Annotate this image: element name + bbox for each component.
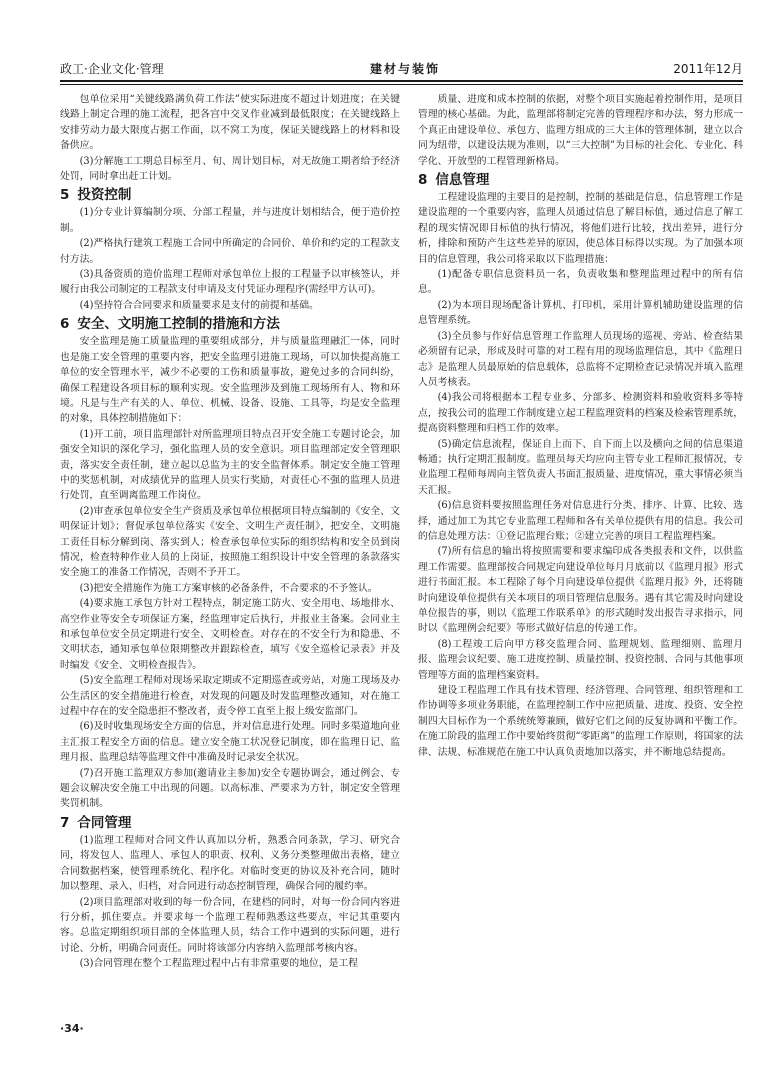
section-heading xyxy=(60,814,400,832)
body-paragraph: (4)要求施工承包方针对工程特点，制定施工防火、安全用电、场地排水、高空作业等安全专项保证方案，经监理审定后执行，并报业主备案。会同业主和承包单位安全员定期进行安全、文明检查。对存在的不安全行为和隐患、不文明状态，通知承包单位限期整改并跟踪检查，填写《安全巡检记录表》并及时编发《安全、文明检查报告》。 xyxy=(60,598,400,671)
body-paragraph: (3)全员参与作好信息管理工作监理人员现场的巡视、旁站、检查结果必须留有记录，形成及时可靠的对工程有用的现场监理信息，其中《监理日志》是监理人员最原始的信息载体，总监将不定期检查记录情况并填入监理人员考核表。 xyxy=(418,330,743,388)
body-paragraph: (3)把安全措施作为施工方案审核的必备条件，不合要求的不予签认。 xyxy=(79,582,378,594)
body-paragraph: (2)项目监理部对收到的每一份合同，在建档的同时，对每一份合同内容进行分析，抓住要点。并要求每一个监理工程师熟悉这些要点，牢记其重要内容。总监定期组织项目部的全体监理人员，结合工作中遇到的实际问题，进行讨论、分析，明确合同责任。同时将该部分内容纳入监理部考核内容。 xyxy=(60,896,400,954)
body-paragraph: (2)为本项目现场配备计算机、打印机，采用计算机辅助建设监理的信息管理系统。 xyxy=(418,299,743,327)
body-paragraph: 质量、进度和成本控制的依据，对整个项目实施起着控制作用，是项目管理的核心基础。为此，监理部将制定完善的管理程序和办法，努力形成一个真正由建设单位、承包方、监理方组成的三大主体的管理体制，建立以合同为纽带，以建设法规为准则，以“三大控制”为目标的社会化、专业化、科学化、开放型的工程管理新格局。 xyxy=(418,94,743,167)
section-title: 投资控制 xyxy=(77,187,132,204)
header-section: 政工·企业文化·管理 xyxy=(60,62,164,76)
section-heading xyxy=(418,171,743,189)
section-title: 信息管理 xyxy=(435,172,490,189)
running-header xyxy=(60,60,743,78)
section-number: 5 xyxy=(60,187,70,204)
body-paragraph: 安全监理是施工质量监理的重要组成部分，并与质量监理融汇一体，同时也是施工安全管理的重要内容，把安全监理引进施工现场，可以加快提高施工单位的安全管理水平，减少不必要的工伤和质量事故，避免过多的合同纠纷，确保工程建设各项目标的顺利实现。安全监理涉及到施工现场所有人、物和环境。凡是与生产有关的人、单位、机械、设备、设施、工具等，均是安全监理的对象，具体控制措施如下： xyxy=(60,336,400,425)
body-paragraph: (7)召开施工监理双方参加(邀请业主参加)安全专题协调会，通过例会、专题会议解决安全施工中出现的问题。以高标准、严要求为方针，制定安全管理奖罚机制。 xyxy=(60,767,400,810)
body-paragraph: (6)信息资料要按照监理任务对信息进行分类、排序、计算、比较、选择，通过加工为其它专业监理工程师和各有关单位提供有用的信息。我公司的信息处理方法：①登记监理台账；②建立完善的项目工程监理档案。 xyxy=(418,500,743,542)
section-number: 6 xyxy=(60,316,70,333)
section-title: 合同管理 xyxy=(77,814,132,831)
header-journal-logo: 建材与装饰 xyxy=(369,62,440,76)
right-column xyxy=(418,92,743,758)
body-paragraph: (6)及时收集现场安全方面的信息，并对信息进行处理。同时多渠道地向业主汇报工程安全方面的信息。建立安全施工状况登记制度，即在监理日记、监理月报、监理总结等监理文件中准确及时记录安全状况。 xyxy=(60,721,400,764)
section-heading xyxy=(60,315,400,333)
section-number: 7 xyxy=(60,814,70,831)
body-paragraph: (2)严格执行建筑工程施工合同中所确定的合同价、单价和约定的工程款支付方法。 xyxy=(60,238,400,265)
body-paragraph: (2)审查承包单位安全生产资质及承包单位根据项目特点编制的《安全、文明保证计划》；督促承包单位落实《安全、文明生产责任制》，把安全、文明施工责任目标分解到岗、落实到人；检查承包单位实际的组织结构和安全员到岗情况，检查特种作业人员的上岗证，按照施工组织设计中安全管理的条款落实安全施工的准备工作情况，否则不予开工。 xyxy=(60,505,400,579)
header-rule-thick xyxy=(60,80,743,82)
left-column xyxy=(60,92,400,987)
body-paragraph: (1)分专业计算编制分项、分部工程量，并与进度计划相结合，便于造价控制。 xyxy=(60,207,400,234)
section-heading xyxy=(60,186,400,204)
section-title: 安全、文明施工控制的措施和方法 xyxy=(77,316,280,333)
body-paragraph: (1)监理工程师对合同文件认真加以分析，熟悉合同条款，学习、研究合同，将发包人、监理人、承包人的职责、权利、义务分类整理做出表格，建立合同数据档案，使管理系统化、程序化。对临时变更的协议及补充合同，随时加以整理、录入、归档，对合同进行动态控制管理，确保合同的履约率。 xyxy=(60,834,400,893)
body-paragraph: (7)所有信息的输出将按照需要和要求编印成各类报表和文件，以供监理工作需要。监理部按合同规定向建设单位每月月底前以《监理月报》形式进行书面汇报。本工程除了每个月向建设单位提供《监理月报》外，还将随时向建设单位提供有关本项目的项目管理信息服务。遇有其它需及时向建设单位报告的事，则以《监理工作联系单》的形式随时发出报告寻求指示，同时以《监理例会纪要》等形式做好信息的传递工作。 xyxy=(418,546,743,635)
header-date: 2011年12月 xyxy=(673,62,743,76)
section-number: 8 xyxy=(418,172,428,189)
body-paragraph: (4)我公司将根据本工程专业多、分部多、检测资料和验收资料多等特点，按我公司的监理工作制度建立起工程监理资料的档案及检索管理系统，提高资料整理和归档工作的效率。 xyxy=(418,392,743,435)
body-paragraph: (5)安全监理工程师对现场采取定期或不定期巡查或旁站，对施工现场及办公生活区的安全措施进行检查，对发现的问题及时发监理整改通知，对在施工过程中存在的安全隐患拒不整改者，责令停工直至上报上级安监部门。 xyxy=(60,675,400,718)
body-paragraph: (1)配备专职信息资料员一名，负责收集和整理监理过程中的所有信息。 xyxy=(418,269,743,296)
body-paragraph: (4)坚持符合合同要求和质量要求是支付的前提和基础。 xyxy=(79,299,319,311)
body-paragraph: (5)确定信息流程，保证自上而下、自下而上以及横向之间的信息渠道畅通；执行定期汇报制度。监理员每天均应向主管专业工程师汇报情况，专业监理工程师每周向主管负责人书面汇报质量、进度情况，重大事情必须当天汇报。 xyxy=(418,438,743,496)
header-rule-thin xyxy=(60,84,743,85)
body-paragraph: (8)工程竣工后向甲方移交监理合同、监理规划、监理细则、监理月报、监理会议纪要、施工进度控制、质量控制、投资控制、合同与其他事项管理等方面的监理档案资料。 xyxy=(418,638,743,681)
page-number: ·34· xyxy=(60,1022,84,1035)
body-paragraph: 包单位采用“关键线路满负荷工作法”使实际进度不超过计划进度；在关键线路上制定合理的施工流程，把各宫中交叉作业减到最低限度；在关键线路上安排劳动力最大限度占据工作面，以不窝工为度，保证关键线路上的材料和设备供应。 xyxy=(60,94,400,152)
body-paragraph: 工程建设监理的主要目的是控制，控制的基础是信息，信息管理工作是建设监理的一个重要内容，监理人员通过信息了解目标值，通过信息了解工程的现实情况即目标值的执行情况，将他们进行比较，找出差异，进行分析，排除和预防产生这些差异的原因，使总体目标得以实现。为了加强本项目的信息管理，我公司将采取以下监理措施： xyxy=(418,192,743,265)
body-paragraph: (1)开工前，项目监理部针对所监理项目特点召开安全施工专题讨论会，加强安全知识的深化学习，强化监理人员的安全意识。项目监理部定安全管理职责，落实安全责任制，建立起以总监为主的安全监督体系。制定安全施工管理中的奖惩机制，对成绩优异的监理人员实行奖励，对责任心不强的监理人员进行处罚，直至调离监理工作岗位。 xyxy=(60,428,400,502)
body-paragraph: 建设工程监理工作具有技术管理、经济管理、合同管理、组织管理和工作协调等多项业务职能，在监理控制工作中应把质量、进度、投资、安全控制四大目标作为一个系统统筹兼顾，做好它们之间的反复协调和平衡工作。在施工阶段的监理工作中要始终贯彻“零距离”的监理工作原则，将国家的法律、法规、标准规范在施工中认真负责地加以落实，并不断地总结提高。 xyxy=(418,685,743,758)
body-paragraph: (3)分解施工工期总目标至月、旬、周计划目标，对无故施工期者给予经济处罚，同时拿出赶工计划。 xyxy=(60,155,400,183)
body-paragraph: (3)合同管理在整个工程监理过程中占有非常重要的地位，是工程 xyxy=(79,958,358,970)
body-paragraph: (3)具备资质的造价监理工程师对承包单位上报的工程量予以审核签认，并履行由我公司制定的工程款支付申请及支付凭证办理程序(需经甲方认可)。 xyxy=(60,269,400,296)
